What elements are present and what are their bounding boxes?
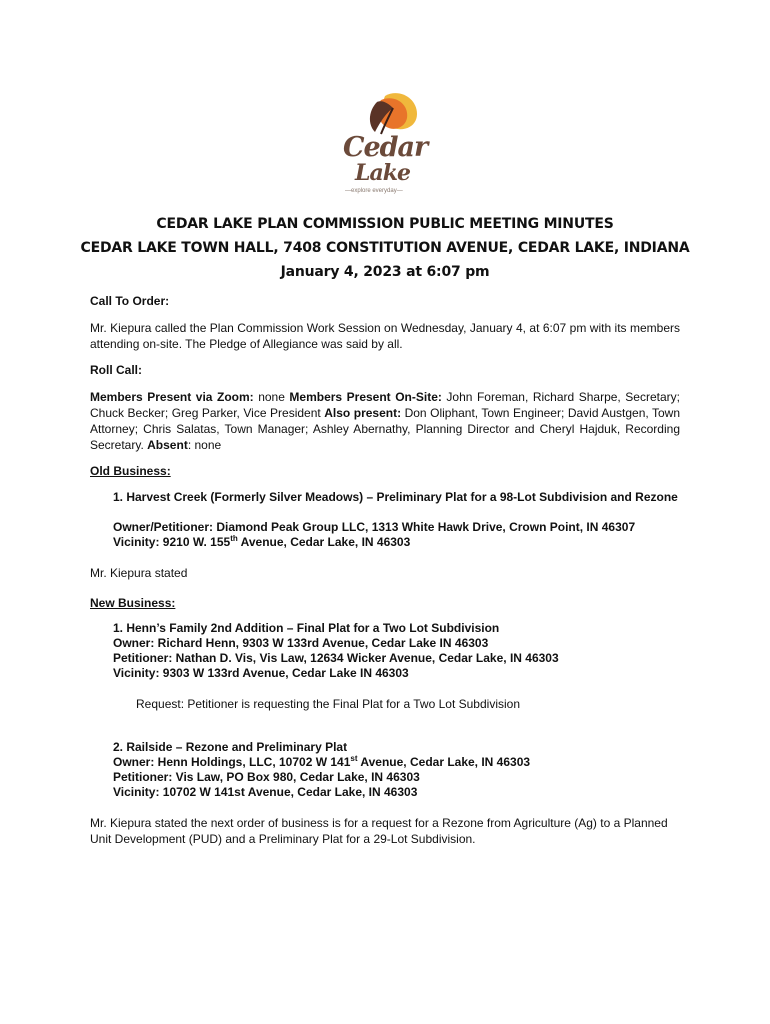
roll-call-text	[90, 389, 680, 453]
document-title: CEDAR LAKE PLAN COMMISSION PUBLIC MEETING MINUTES	[156, 216, 614, 232]
new-business-item-1-vicinity: Vicinity: 9303 W 133rd Avenue, Cedar Lake IN 46303	[113, 666, 409, 680]
new-business-item-1-title: 1. Henn’s Family 2nd Addition – Final Plat for a Two Lot Subdivision	[113, 621, 500, 635]
owner-text: Owner: Henn Holdings, LLC, 10702 W 141	[113, 755, 351, 769]
old-business-item-1-owner: Owner/Petitioner: Diamond Peak Group LLC, 1313 White Hawk Drive, Crown Point, IN 46307	[113, 520, 636, 534]
new-business-closing-text: Mr. Kiepura stated the next order of business is for a request for a Rezone from Agriculture (Ag) to a Planned Unit Development (PUD) and a Preliminary Plat for a 29-Lot Subdivision.	[90, 816, 668, 846]
also-present-value: Don Oliphant, Town Engineer; David Austgen, Town Attorney; Chris Salatas, Town Manager; Ashley Abernathy, Planning Director and Cheryl Hajduk, Recording Secretary.	[90, 406, 681, 452]
new-business-item-2-petitioner: Petitioner: Vis Law, PO Box 980, Cedar Lake, IN 46303	[113, 770, 420, 784]
ordinal-suffix: st	[350, 754, 358, 763]
onsite-value: John Foreman, Richard Sharpe, Secretary; Chuck Becker; Greg Parker, Vice President	[90, 390, 680, 420]
new-business-item-2-title: 2. Railside – Rezone and Preliminary Plat	[113, 740, 348, 754]
new-business-item-2-vicinity: Vicinity: 10702 W 141st Avenue, Cedar Lake, IN 46303	[113, 785, 418, 799]
onsite-label: Members Present On-Site:	[289, 390, 442, 404]
owner-text-end: Avenue, Cedar Lake, IN 46303	[357, 755, 531, 769]
new-business-item-2-owner	[113, 755, 681, 770]
call-to-order-heading: Call To Order:	[90, 294, 170, 308]
old-business-item-1-vicinity	[113, 535, 681, 550]
logo-tagline: —explore everyday—	[345, 188, 403, 194]
new-business-item-1-request: Request: Petitioner is requesting the Final Plat for a Two Lot Subdivision	[136, 697, 520, 711]
old-business-heading: Old Business:	[90, 464, 171, 478]
new-business-item-1-petitioner: Petitioner: Nathan D. Vis, Vis Law, 12634 Wicker Avenue, Cedar Lake, IN 46303	[113, 651, 559, 665]
call-to-order-text: Mr. Kiepura called the Plan Commission Work Session on Wednesday, January 4, at 6:07 pm with its members attending on-site. The Pledge of Allegiance was said by all.	[90, 321, 680, 351]
meeting-location: CEDAR LAKE TOWN HALL, 7408 CONSTITUTION AVENUE, CEDAR LAKE, INDIANA	[80, 240, 690, 256]
new-business-item-1-owner: Owner: Richard Henn, 9303 W 133rd Avenue, Cedar Lake IN 46303	[113, 636, 489, 650]
old-business-item-1-title: 1. Harvest Creek (Formerly Silver Meadows) – Preliminary Plat for a 98-Lot Subdivision and Rezone	[113, 490, 678, 504]
logo-wordmark-lake: Lake	[355, 160, 410, 186]
meeting-date: January 4, 2023 at 6:07 pm	[280, 264, 490, 280]
absent-label: Absent	[147, 438, 188, 452]
new-business-heading: New Business:	[90, 596, 176, 610]
old-business-note: Mr. Kiepura stated	[90, 566, 188, 580]
vicinity-text-end: Avenue, Cedar Lake, IN 46303	[237, 535, 411, 549]
cedar-lake-logo	[333, 88, 437, 202]
zoom-value: none	[253, 390, 290, 404]
vicinity-text: Vicinity: 9210 W. 155	[113, 535, 231, 549]
absent-value: : none	[187, 438, 222, 452]
zoom-label: Members Present via Zoom:	[90, 390, 254, 404]
roll-call-heading: Roll Call:	[90, 363, 143, 377]
ordinal-suffix: th	[230, 534, 238, 543]
logo-wordmark-cedar: Cedar	[343, 132, 428, 163]
also-present-label: Also present:	[324, 406, 402, 420]
